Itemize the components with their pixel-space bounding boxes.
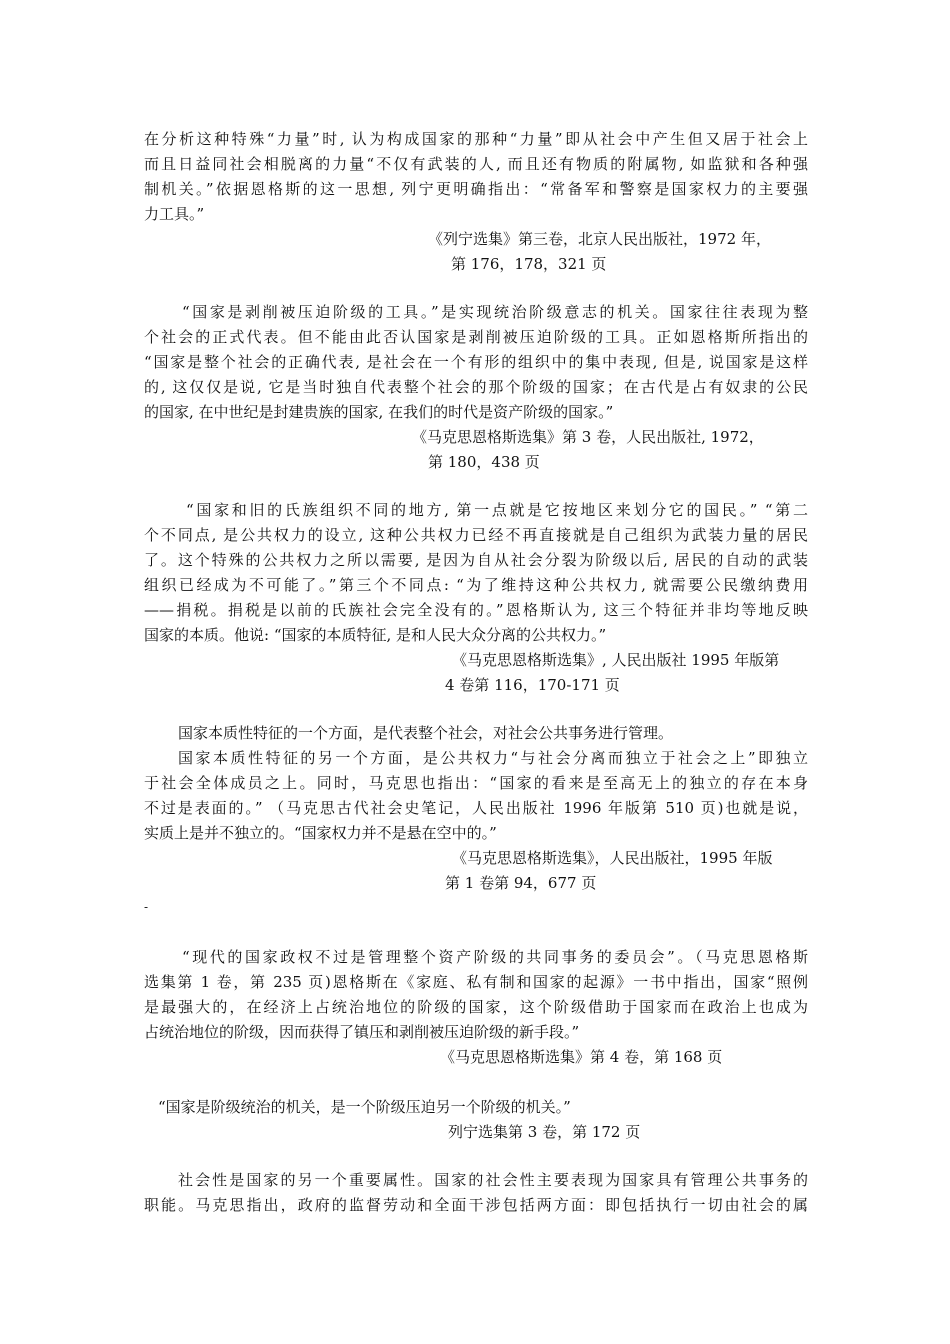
paragraph-3-line-3: 了。这个特殊的公共权力之所以需要, 是因为自从社会分裂为阶级以后, 居民的自动的武装 (144, 551, 808, 569)
paragraph-4-line-4: 不过是表面的。” （马克思古代社会史笔记，人民出版社 1996 年版第 510 页)也就是说， (144, 799, 808, 817)
citation-5-line-1: 《马克思恩格斯选集》第 4 卷，第 168 页 (440, 1048, 723, 1066)
citation-6-line-1: 列宁选集第 3 卷，第 172 页 (448, 1123, 641, 1141)
citation-3-line-2: 4 卷第 116，170-171 页 (445, 676, 620, 694)
paragraph-7-line-2: 职能。马克思指出，政府的监督劳动和全面干涉包括两方面：即包括执行一切由社会的属 (144, 1196, 808, 1214)
paragraph-4-line-2: 国家本质性特征的另一个方面，是公共权力“与社会分离而独立于社会之上”即独立 (178, 749, 808, 767)
paragraph-3-line-2: 个不同点, 是公共权力的设立, 这种公共权力已经不再直接就是自己组织为武装力量的居民 (144, 526, 808, 544)
citation-3-line-1: 《马克思恩格斯选集》, 人民出版社 1995 年版第 (452, 651, 780, 669)
paragraph-4-line-3: 于社会全体成员之上。同时，马克思也指出：“国家的看来是至高无上的独立的存在本身 (144, 774, 808, 792)
paragraph-2-line-5: 的国家, 在中世纪是封建贵族的国家, 在我们的时代是资产阶级的国家。” (144, 403, 614, 421)
paragraph-5-line-2: 选集第 1 卷，第 235 页)恩格斯在《家庭、私有制和国家的起源》一书中指出，国家“照例 (144, 973, 808, 991)
paragraph-2-line-2: 个社会的正式代表。但不能由此否认国家是剥削被压迫阶级的工具。正如恩格斯所指出的 (144, 328, 808, 346)
citation-1-line-1: 《列宁选集》第三卷，北京人民出版社，1972 年， (428, 230, 771, 248)
paragraph-1-line-3: 制机关。”依据恩格斯的这一思想, 列宁更明确指出：“常备军和警察是国家权力的主要强 (144, 180, 808, 198)
citation-1-line-2: 第 176，178，321 页 (451, 255, 607, 273)
citation-2-line-2: 第 180，438 页 (428, 453, 540, 471)
paragraph-3-line-6: 国家的本质。他说: “国家的本质特征, 是和人民大众分离的公共权力。” (144, 626, 607, 644)
paragraph-6-line-1: “国家是阶级统治的机关，是一个阶级压迫另一个阶级的机关。” (158, 1098, 571, 1116)
paragraph-2-line-3: “国家是整个社会的正确代表, 是社会在一个有形的组织中的集中表现, 但是, 说国家是这样 (144, 353, 808, 371)
paragraph-3-line-4: 组织已经成为不可能了。”第三个不同点: “为了维持这种公共权力, 就需要公民缴纳费用 (144, 576, 808, 594)
paragraph-5-line-3: 是最强大的，在经济上占统治地位的阶级的国家，这个阶级借助于国家而在政治上也成为 (144, 998, 808, 1016)
paragraph-3-line-5: ——捐税。捐税是以前的氏族社会完全没有的。”恩格斯认为, 这三个特征并非均等地反映 (144, 601, 808, 619)
paragraph-2-line-4: 的, 这仅仅是说, 它是当时独自代表整个社会的那个阶级的国家；在古代是占有奴隶的公民 (144, 378, 808, 396)
paragraph-5-line-1: “现代的国家政权不过是管理整个资产阶级的共同事务的委员会”。（马克思恩格斯 (182, 948, 808, 966)
paragraph-1-line-1: 在分析这种特殊“力量”时, 认为构成国家的那种“力量”即从社会中产生但又居于社会上 (144, 130, 808, 148)
paragraph-2-line-1: “国家是剥削被压迫阶级的工具。”是实现统治阶级意志的机关。国家往往表现为整 (182, 303, 808, 321)
paragraph-1-line-4: 力工具。” (144, 205, 205, 223)
paragraph-7-line-1: 社会性是国家的另一个重要属性。国家的社会性主要表现为国家具有管理公共事务的 (178, 1171, 808, 1189)
paragraph-5-line-4: 占统治地位的阶级，因而获得了镇压和剥削被压迫阶级的新手段。” (144, 1023, 580, 1041)
stray-mark: - (144, 900, 149, 914)
paragraph-4-line-1: 国家本质性特征的一个方面，是代表整个社会，对社会公共事务进行管理。 (178, 724, 674, 742)
citation-2-line-1: 《马克思恩格斯选集》第 3 卷，人民出版社, 1972， (412, 428, 764, 446)
citation-4-line-1: 《马克思恩格斯选集》，人民出版社，1995 年版 (452, 849, 773, 867)
paragraph-1-line-2: 而且日益同社会相脱离的力量“不仅有武装的人, 而且还有物质的附属物, 如监狱和各种强 (144, 155, 808, 173)
paragraph-3-line-1: “国家和旧的氏族组织不同的地方, 第一点就是它按地区来划分它的国民。” “第二 (186, 501, 808, 519)
citation-4-line-2: 第 1 卷第 94，677 页 (445, 874, 597, 892)
paragraph-4-line-5: 实质上是并不独立的。“国家权力并不是悬在空中的。” (144, 824, 497, 842)
